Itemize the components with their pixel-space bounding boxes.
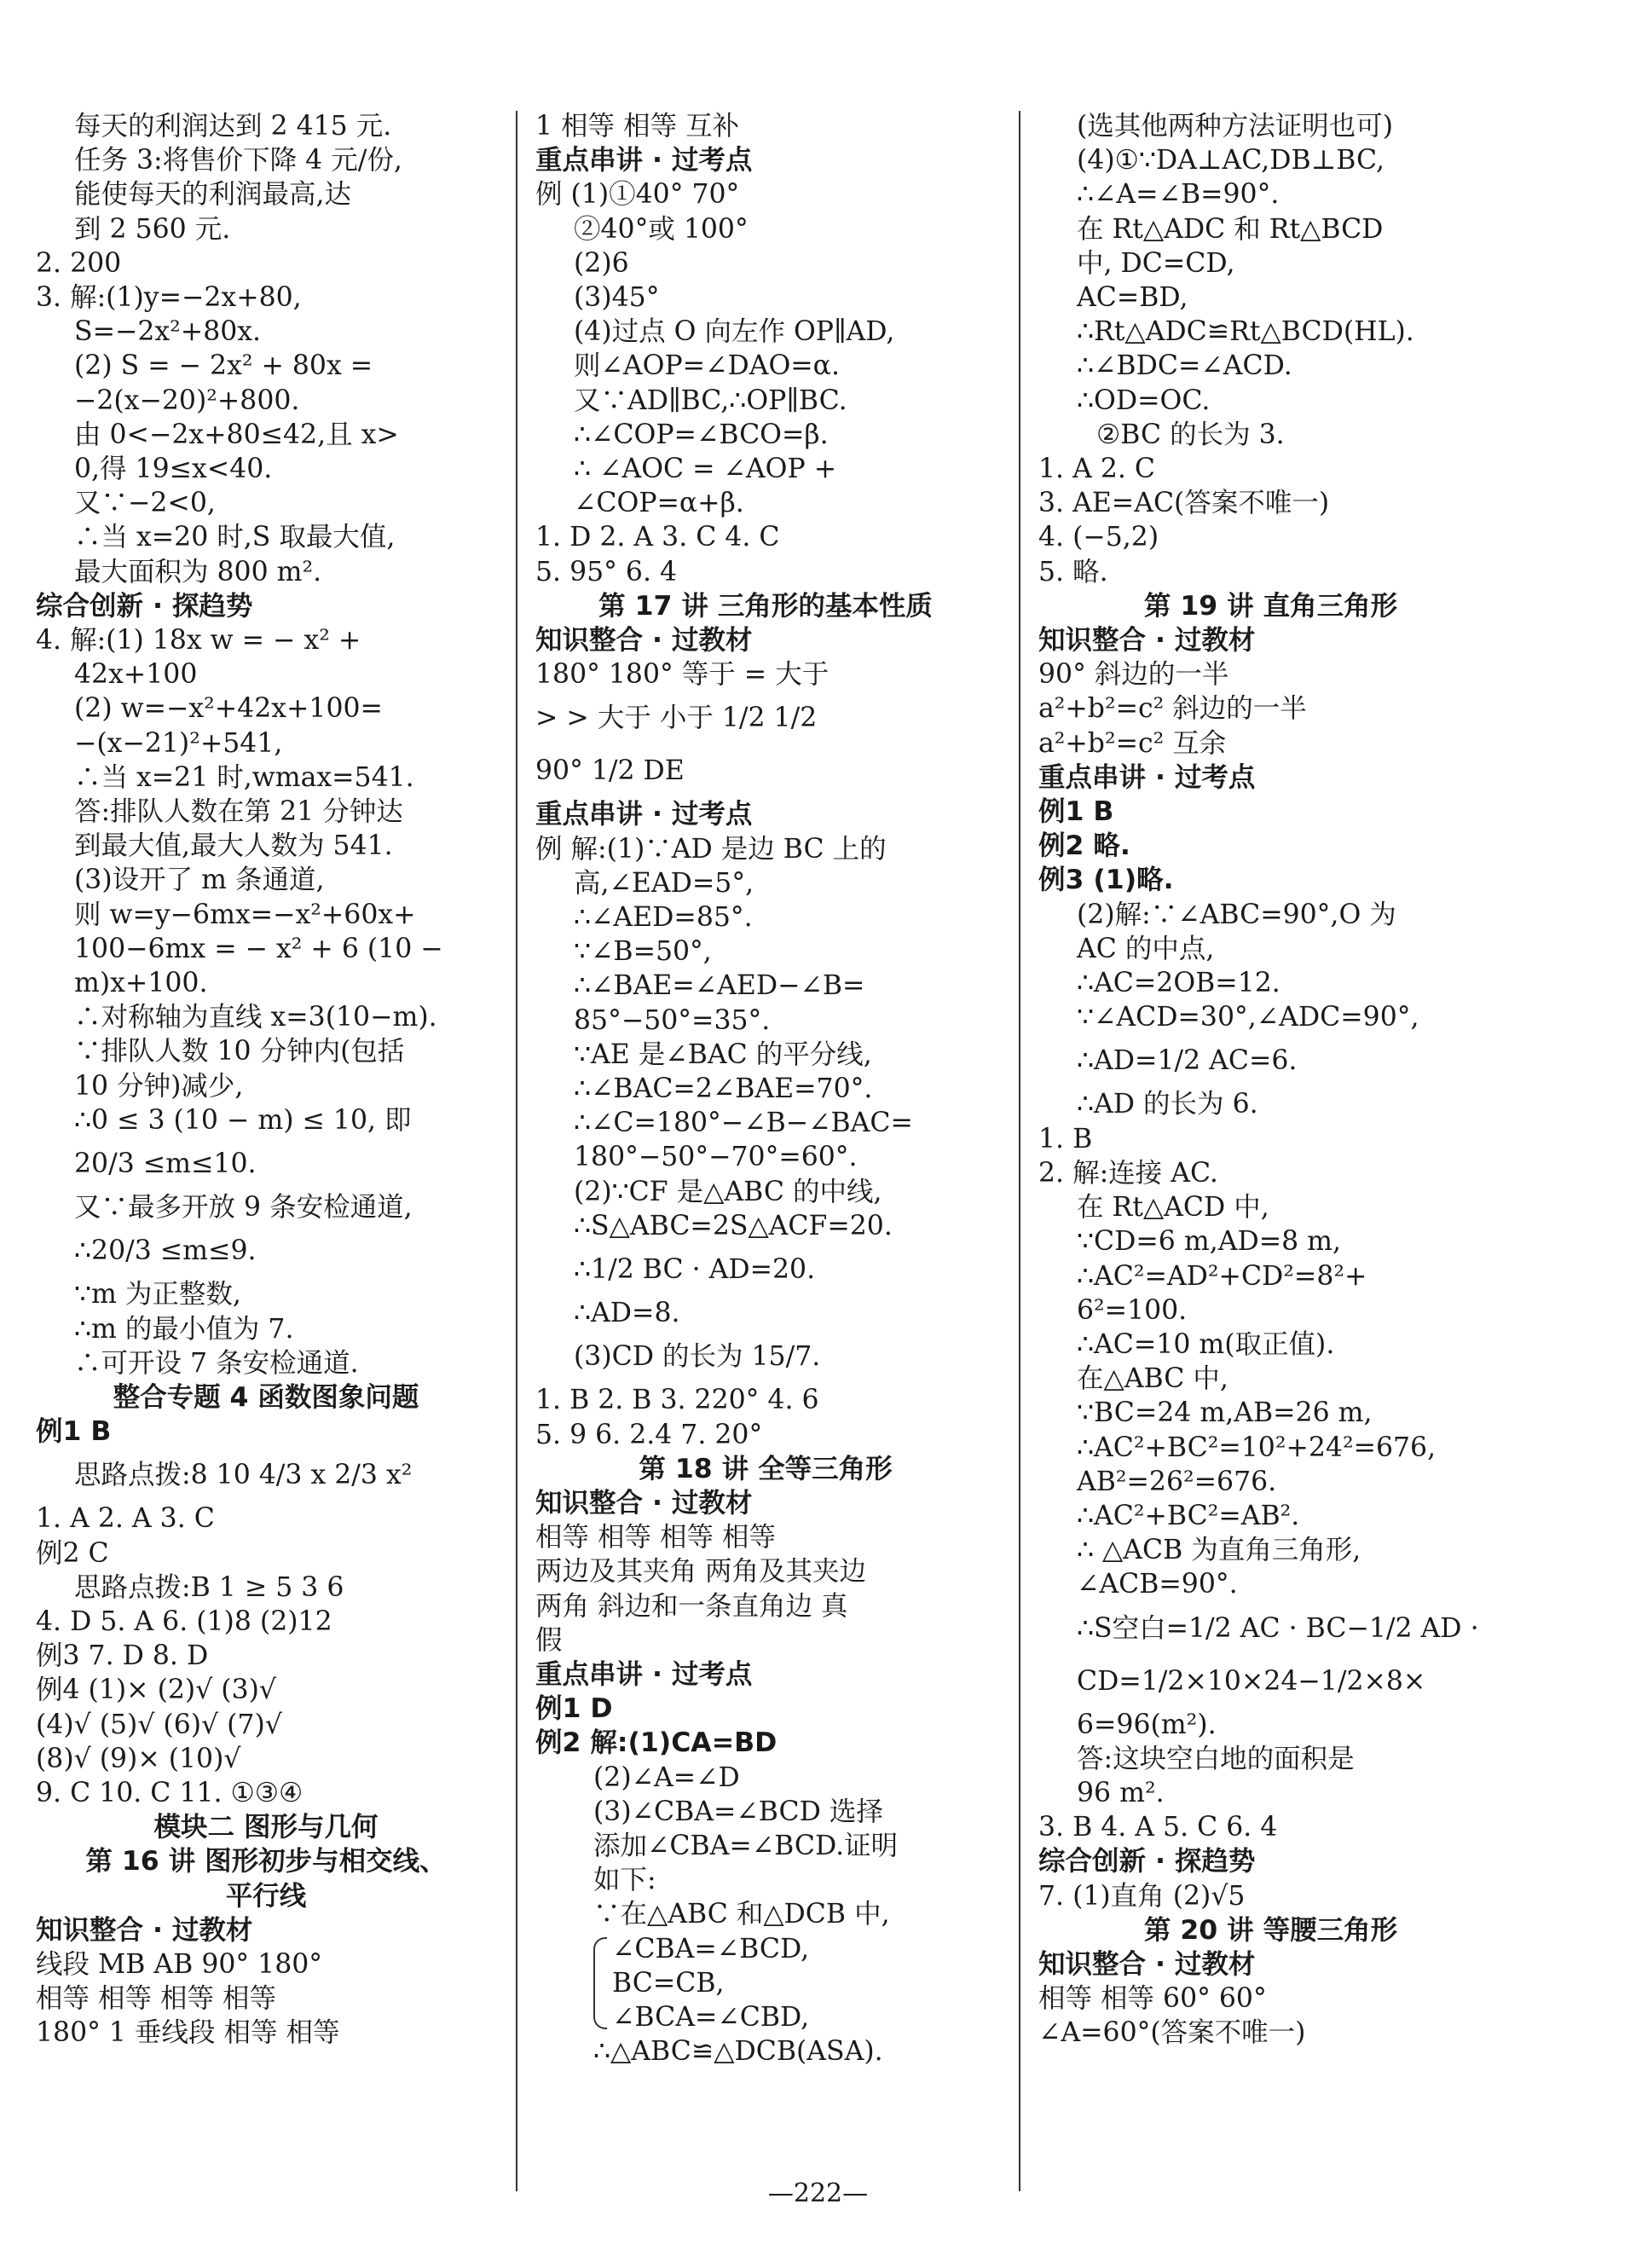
section-heading: 综合创新 · 探趋势 — [36, 590, 253, 622]
answer-line: ∴AD 的长为 6. — [1077, 1089, 1258, 1120]
answer-line: ∴∠C=180°−∠B−∠BAC= — [574, 1108, 913, 1139]
section-heading: 第 17 讲 三角形的基本性质 — [598, 590, 933, 622]
answer-line: 两边及其夹角 两角及其夹边 — [535, 1556, 867, 1588]
answer-line: 20/3 ≤m≤10. — [74, 1148, 257, 1180]
answer-line: 中, DC=CD, — [1077, 247, 1235, 279]
section-heading: 例2 解:(1)CA=BD — [535, 1727, 778, 1759]
answer-line: −(x−21)²+541, — [74, 727, 283, 759]
answer-line: ②40°或 100° — [574, 213, 749, 245]
answer-line: BC=CB, — [612, 1967, 725, 1999]
answer-line: 思路点拨:8 10 4/3 x 2/3 x² — [74, 1460, 413, 1491]
section-heading: 例3 (1)略. — [1038, 865, 1174, 896]
answer-line: 1. B 2. B 3. 220° 4. 6 — [535, 1385, 819, 1416]
page-number: —222— — [767, 2178, 869, 2208]
answer-line: 任务 3:将售价下降 4 元/份, — [74, 145, 402, 176]
section-heading: 重点串讲 · 过考点 — [1038, 761, 1256, 793]
answer-line: 例4 (1)× (2)√ (3)√ — [36, 1675, 276, 1706]
section-heading: 第 18 讲 全等三角形 — [639, 1453, 893, 1484]
answer-line: 则 w=y−6mx=−x²+60x+ — [74, 899, 416, 930]
column-divider-right — [1019, 111, 1020, 2191]
answer-line: 答:这块空白地的面积是 — [1077, 1743, 1355, 1774]
section-heading: 整合专题 4 函数图象问题 — [113, 1381, 419, 1413]
answer-line: ∴当 x=21 时,wmax=541. — [74, 761, 414, 793]
answer-line: 180° 180° 等于 = 大于 — [535, 659, 830, 691]
section-heading: 平行线 — [225, 1880, 307, 1912]
answer-line: ∵m 为正整数, — [74, 1279, 241, 1310]
answer-line: ∴∠BAC=2∠BAE=70°. — [574, 1073, 873, 1105]
answer-line: (3)∠CBA=∠BCD 选择 — [593, 1796, 883, 1827]
answer-line: ∵AE 是∠BAC 的平分线, — [574, 1039, 872, 1070]
answer-line: 4. (−5,2) — [1038, 522, 1159, 553]
section-heading: 重点串讲 · 过考点 — [535, 1658, 753, 1690]
answer-line: ∴AD=8. — [574, 1298, 680, 1329]
section-heading: 重点串讲 · 过考点 — [535, 799, 753, 830]
answer-line: 相等 相等 相等 相等 — [535, 1522, 777, 1553]
answer-line: 5. 9 6. 2.4 7. 20° — [535, 1419, 763, 1450]
answer-line: 1. B — [1038, 1123, 1093, 1154]
answer-line: ∠CBA=∠BCD, — [612, 1933, 810, 1964]
answer-column-2 — [535, 109, 996, 2068]
answer-line: ∴AD=1/2 AC=6. — [1077, 1045, 1298, 1077]
section-heading: 知识整合 · 过教材 — [36, 1914, 253, 1946]
answer-line: ∴Rt△ADC≌Rt△BCD(HL). — [1077, 316, 1414, 348]
answer-line: ∴S△ABC=2S△ACF=20. — [574, 1210, 893, 1241]
answer-line: 相等 相等 60° 60° — [1038, 1983, 1267, 2015]
answer-line: 1. A 2. C — [1038, 454, 1155, 485]
answer-line: 5. 略. — [1038, 556, 1108, 587]
answer-line: ∴1/2 BC · AD=20. — [574, 1254, 816, 1286]
answer-line: ∴m 的最小值为 7. — [74, 1313, 294, 1345]
answer-line: ②BC 的长为 3. — [1096, 419, 1285, 450]
answer-line: ∠ACB=90°. — [1077, 1569, 1238, 1600]
answer-line: 42x+100 — [74, 659, 198, 691]
answer-line: (3)设开了 m 条通道, — [74, 865, 325, 896]
answer-line: ∠COP=α+β. — [574, 488, 744, 519]
answer-line: 假 — [535, 1624, 563, 1656]
answer-line: CD=1/2×10×24−1/2×8× — [1077, 1665, 1426, 1697]
answer-line: 100−6mx = − x² + 6 (10 − — [74, 933, 443, 964]
answer-line: 相等 相等 相等 相等 — [36, 1983, 277, 2015]
answer-line: 最大面积为 800 m². — [74, 556, 322, 587]
answer-line: 又∵最多开放 9 条安检通道, — [74, 1192, 413, 1224]
answer-line: 180° 1 垂线段 相等 相等 — [36, 2017, 340, 2049]
answer-line: ∴∠AED=85°. — [574, 902, 753, 934]
answer-line: (选其他两种方法证明也可) — [1077, 111, 1394, 142]
answer-line: 4. 解:(1) 18x w = − x² + — [36, 625, 361, 657]
section-heading: 第 19 讲 直角三角形 — [1143, 590, 1398, 622]
answer-line: S=−2x²+80x. — [74, 316, 262, 348]
equation-system — [535, 1932, 996, 2035]
answer-line: 90° 斜边的一半 — [1038, 659, 1229, 691]
answer-line: 0,得 19≤x<40. — [74, 454, 273, 485]
answer-line: a²+b²=c² 斜边的一半 — [1038, 693, 1307, 725]
answer-line: 6=96(m²). — [1077, 1709, 1217, 1740]
section-heading: 知识整合 · 过教材 — [1038, 625, 1256, 657]
section-heading: 例2 略. — [1038, 830, 1130, 862]
section-heading: 第 20 讲 等腰三角形 — [1143, 1914, 1398, 1946]
answer-line: 7. (1)直角 (2)√5 — [1038, 1880, 1246, 1912]
answer-line: 到最大值,最大人数为 541. — [74, 830, 393, 862]
answer-line: 答:排队人数在第 21 分钟达 — [74, 796, 403, 828]
section-heading: 第 16 讲 图形初步与相交线、 — [85, 1846, 447, 1877]
answer-line: ∴∠BDC=∠ACD. — [1077, 350, 1292, 382]
left-brace-icon — [593, 1937, 607, 2030]
answer-line: 例 解:(1)∵AD 是边 BC 上的 — [535, 833, 887, 865]
answer-line: 180°−50°−70°=60°. — [574, 1142, 858, 1173]
answer-line: −2(x−20)²+800. — [74, 385, 300, 416]
answer-line: 如下: — [593, 1865, 656, 1896]
answer-line: 到 2 560 元. — [74, 213, 231, 245]
answer-column-3 — [1038, 109, 1503, 2051]
answer-line: > > 大于 小于 1/2 1/2 — [535, 703, 818, 734]
answer-line: ∵BC=24 m,AB=26 m, — [1077, 1397, 1373, 1429]
answer-line: 又∵AD∥BC,∴OP∥BC. — [574, 385, 847, 416]
answer-line: 10 分钟)减少, — [74, 1070, 244, 1102]
answer-line: ∴AC²=AD²+CD²=8²+ — [1077, 1260, 1367, 1292]
answer-line: ∴AC²+BC²=10²+24²=676, — [1077, 1432, 1437, 1463]
answer-line: 在△ABC 中, — [1077, 1363, 1228, 1395]
section-heading: 例1 B — [36, 1416, 112, 1448]
answer-line: 1 相等 相等 互补 — [535, 111, 740, 142]
answer-line: ∴△ABC≌△DCB(ASA). — [593, 2036, 883, 2068]
answer-line: 85°−50°=35°. — [574, 1004, 771, 1036]
answer-line: 在 Rt△ADC 和 Rt△BCD — [1077, 213, 1384, 245]
answer-line: 6²=100. — [1077, 1294, 1188, 1326]
answer-line: ∴AC²+BC²=AB². — [1077, 1500, 1300, 1531]
answer-line: 两角 斜边和一条直角边 真 — [535, 1590, 848, 1622]
section-heading: 例1 B — [1038, 796, 1114, 828]
answer-line: AC 的中点, — [1077, 933, 1215, 964]
answer-line: 9. C 10. C 11. ①③④ — [36, 1777, 303, 1808]
section-heading: 知识整合 · 过教材 — [535, 625, 753, 657]
answer-line: AC=BD, — [1077, 282, 1188, 314]
answer-line: ∵∠B=50°, — [574, 936, 712, 968]
answer-line: 高,∠EAD=5°, — [574, 867, 754, 899]
answer-line: 2. 解:连接 AC. — [1038, 1157, 1218, 1189]
answer-line: ∴∠COP=∠BCO=β. — [574, 419, 829, 450]
answer-column-1 — [36, 109, 496, 2051]
answer-line: ∵排队人数 10 分钟内(包括 — [74, 1036, 405, 1067]
column-divider-left — [516, 111, 517, 2191]
answer-line: 则∠AOP=∠DAO=α. — [574, 350, 840, 382]
answer-line: (8)√ (9)× (10)√ — [36, 1743, 241, 1774]
answer-line: 添加∠CBA=∠BCD.证明 — [593, 1830, 899, 1861]
section-heading: 知识整合 · 过教材 — [1038, 1948, 1256, 1980]
answer-line: m)x+100. — [74, 968, 208, 999]
answer-line: ∴20/3 ≤m≤9. — [74, 1235, 257, 1267]
answer-line: (2)∵CF 是△ABC 的中线, — [574, 1176, 882, 1207]
answer-line: ∠A=60°(答案不唯一) — [1038, 2017, 1306, 2049]
answer-line: AB²=26²=676. — [1077, 1466, 1277, 1497]
answer-line: (2)解:∵∠ABC=90°,O 为 — [1077, 899, 1396, 930]
section-heading: 知识整合 · 过教材 — [535, 1487, 753, 1519]
answer-line: ∴对称轴为直线 x=3(10−m). — [74, 1002, 437, 1033]
answer-line: (2) S = − 2x² + 80x = — [74, 350, 373, 382]
answer-line: ∴0 ≤ 3 (10 − m) ≤ 10, 即 — [74, 1104, 412, 1136]
answer-line: ∴AC=2OB=12. — [1077, 968, 1280, 999]
answer-line: (4)①∵DA⊥AC,DB⊥BC, — [1077, 145, 1385, 176]
answer-line: 2. 200 — [36, 247, 122, 279]
answer-line: 1. D 2. A 3. C 4. C — [535, 522, 780, 553]
answer-line: (4)√ (5)√ (6)√ (7)√ — [36, 1709, 282, 1740]
answer-line: 又∵−2<0, — [74, 488, 216, 519]
answer-line: 3. AE=AC(答案不唯一) — [1038, 488, 1330, 519]
answer-line: 例3 7. D 8. D — [36, 1640, 209, 1672]
answer-line: 例2 C — [36, 1537, 109, 1569]
answer-line: 由 0<−2x+80≤42,且 x> — [74, 419, 399, 450]
answer-line: 例 (1)①40° 70° — [535, 179, 740, 211]
answer-line: 1. A 2. A 3. C — [36, 1503, 215, 1535]
answer-line: ∵∠ACD=30°,∠ADC=90°, — [1077, 1002, 1419, 1033]
answer-line: 在 Rt△ACD 中, — [1077, 1192, 1269, 1224]
answer-line: a²+b²=c² 互余 — [1038, 727, 1227, 759]
section-heading: 模块二 图形与几何 — [153, 1812, 379, 1843]
answer-line: (2) w=−x²+42x+100= — [74, 693, 383, 725]
answer-line: ∴∠A=∠B=90°. — [1077, 179, 1280, 211]
answer-line: 3. 解:(1)y=−2x+80, — [36, 282, 302, 314]
answer-line: (4)过点 O 向左作 OP∥AD, — [574, 316, 895, 348]
answer-line: ∴ △ACB 为直角三角形, — [1077, 1535, 1361, 1566]
answer-line: ∵在△ABC 和△DCB 中, — [593, 1899, 890, 1930]
answer-line: ∴AC=10 m(取正值). — [1077, 1328, 1335, 1360]
answer-line: ∴可开设 7 条安检通道. — [74, 1347, 359, 1379]
answer-line: (2)6 — [574, 247, 629, 279]
answer-line: 3. B 4. A 5. C 6. 4 — [1038, 1812, 1278, 1843]
answer-line: (2)∠A=∠D — [593, 1762, 740, 1793]
answer-line: ∴OD=OC. — [1077, 385, 1211, 416]
answer-line: ∵CD=6 m,AD=8 m, — [1077, 1226, 1342, 1258]
answer-line: 每天的利润达到 2 415 元. — [74, 111, 392, 142]
answer-line: 96 m². — [1077, 1777, 1165, 1808]
section-heading: 综合创新 · 探趋势 — [1038, 1846, 1256, 1877]
section-heading: 例1 D — [535, 1693, 613, 1725]
answer-line: 5. 95° 6. 4 — [535, 556, 678, 587]
answer-line: ∴S空白=1/2 AC · BC−1/2 AD · — [1077, 1612, 1479, 1644]
answer-line: 思路点拨:B 1 ≥ 5 3 6 — [74, 1571, 344, 1603]
answer-line: ∴∠BAE=∠AED−∠B= — [574, 970, 865, 1002]
section-heading: 重点串讲 · 过考点 — [535, 145, 753, 176]
answer-line: (3)45° — [574, 282, 660, 314]
answer-line: ∴ ∠AOC = ∠AOP + — [574, 454, 837, 485]
answer-line: 能使每天的利润最高,达 — [74, 179, 352, 211]
answer-line: 90° 1/2 DE — [535, 755, 685, 787]
answer-line: 线段 MB AB 90° 180° — [36, 1948, 323, 1980]
answer-line: (3)CD 的长为 15/7. — [574, 1341, 821, 1373]
answer-line: 4. D 5. A 6. (1)8 (2)12 — [36, 1606, 332, 1637]
answer-line: ∠BCA=∠CBD, — [612, 2001, 810, 2033]
answer-line: ∴当 x=20 时,S 取最大值, — [74, 522, 396, 553]
